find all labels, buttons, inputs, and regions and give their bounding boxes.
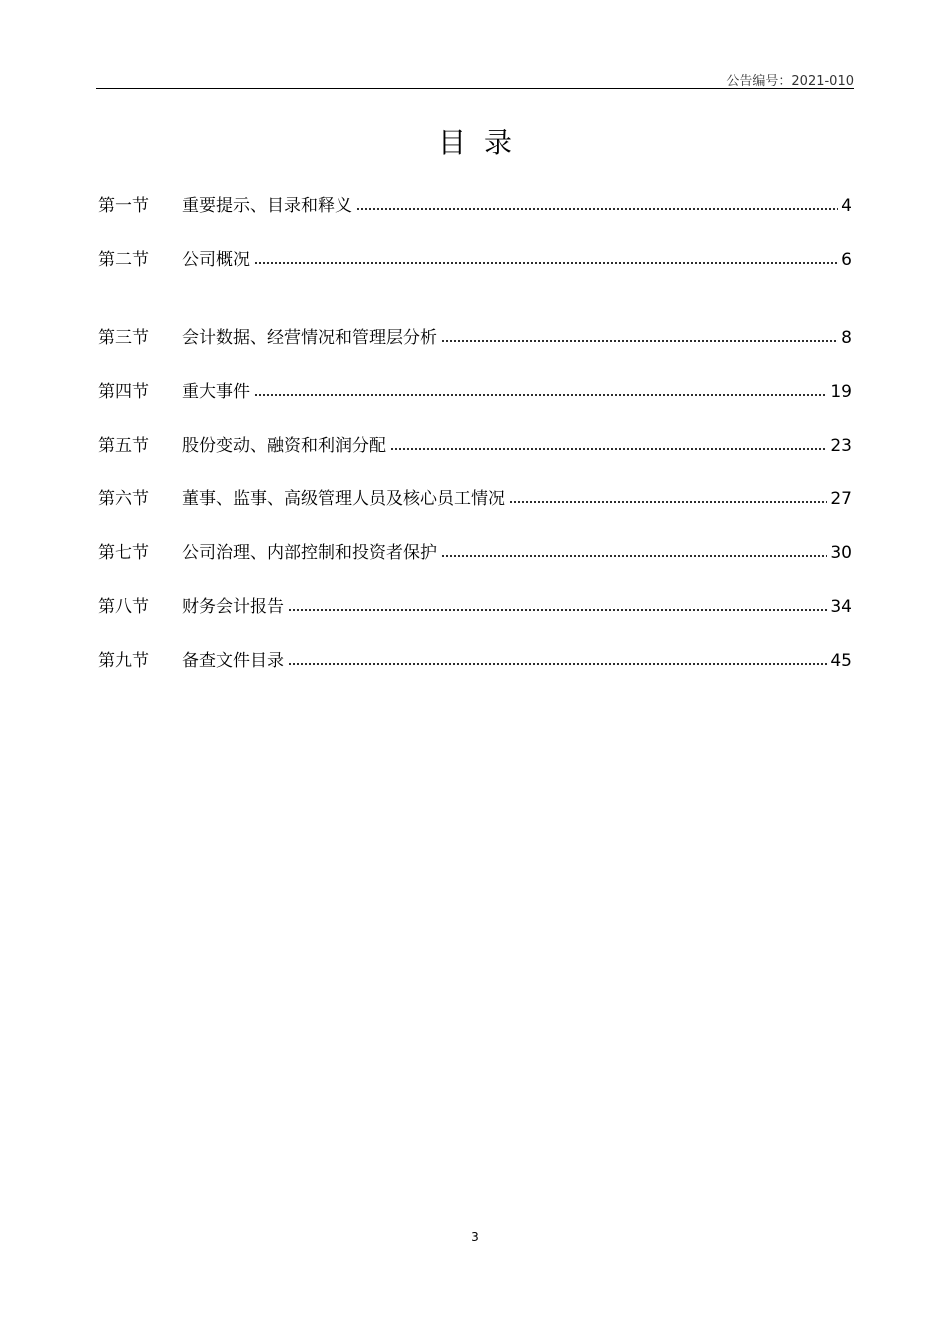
- toc-dot-leader: [356, 206, 838, 212]
- toc-entry-8[interactable]: [98, 595, 852, 619]
- toc-entry-title: 重大事件: [182, 382, 250, 402]
- toc-entry-title: 财务会计报告: [182, 597, 284, 617]
- toc-entry-title: 公司治理、内部控制和投资者保护: [182, 543, 437, 563]
- toc-entry-title: 备查文件目录: [182, 651, 284, 671]
- toc-title: 目录: [437, 126, 530, 159]
- toc-entry-4[interactable]: [98, 380, 852, 404]
- toc-list: [98, 0, 852, 700]
- toc-entry-7[interactable]: [98, 541, 852, 565]
- toc-page-number: 6: [841, 250, 852, 270]
- toc-entry-title: 公司概况: [182, 250, 250, 270]
- toc-entry-2[interactable]: [98, 248, 852, 272]
- toc-section-label: 第八节: [98, 597, 149, 617]
- announcement-code: 公告编号：2021-010: [726, 74, 854, 89]
- page-number: 3: [471, 1230, 479, 1244]
- toc-entry-6[interactable]: [98, 487, 852, 511]
- toc-dot-leader: [254, 392, 827, 398]
- toc-section-label: 第二节: [98, 250, 149, 270]
- toc-section-label: 第四节: [98, 382, 149, 402]
- toc-entry-5[interactable]: [98, 434, 852, 458]
- toc-section-label: 第一节: [98, 196, 149, 216]
- toc-section-label: 第七节: [98, 543, 149, 563]
- toc-entry-title: 重要提示、目录和释义: [182, 196, 352, 216]
- toc-dot-leader: [288, 661, 827, 667]
- toc-dot-leader: [390, 446, 827, 452]
- toc-entry-title: 股份变动、融资和利润分配: [182, 436, 386, 456]
- toc-dot-leader: [441, 338, 838, 344]
- toc-entry-9[interactable]: [98, 649, 852, 673]
- toc-entry-title: 董事、监事、高级管理人员及核心员工情况: [182, 489, 505, 509]
- toc-section-label: 第三节: [98, 328, 149, 348]
- toc-page-number: 4: [841, 196, 852, 216]
- toc-page-number: 19: [830, 382, 852, 402]
- toc-page-number: 27: [830, 489, 852, 509]
- toc-page-number: 8: [841, 328, 852, 348]
- toc-page-number: 30: [830, 543, 852, 563]
- toc-dot-leader: [441, 553, 827, 559]
- toc-section-label: 第六节: [98, 489, 149, 509]
- toc-dot-leader: [288, 607, 827, 613]
- toc-page-number: 34: [830, 597, 852, 617]
- toc-entry-title: 会计数据、经营情况和管理层分析: [182, 328, 437, 348]
- toc-entry-3[interactable]: [98, 326, 852, 350]
- toc-page-number: 45: [830, 651, 852, 671]
- toc-section-label: 第五节: [98, 436, 149, 456]
- toc-entry-1[interactable]: [98, 194, 852, 218]
- toc-section-label: 第九节: [98, 651, 149, 671]
- toc-page-number: 23: [830, 436, 852, 456]
- toc-dot-leader: [509, 499, 827, 505]
- toc-dot-leader: [254, 260, 838, 266]
